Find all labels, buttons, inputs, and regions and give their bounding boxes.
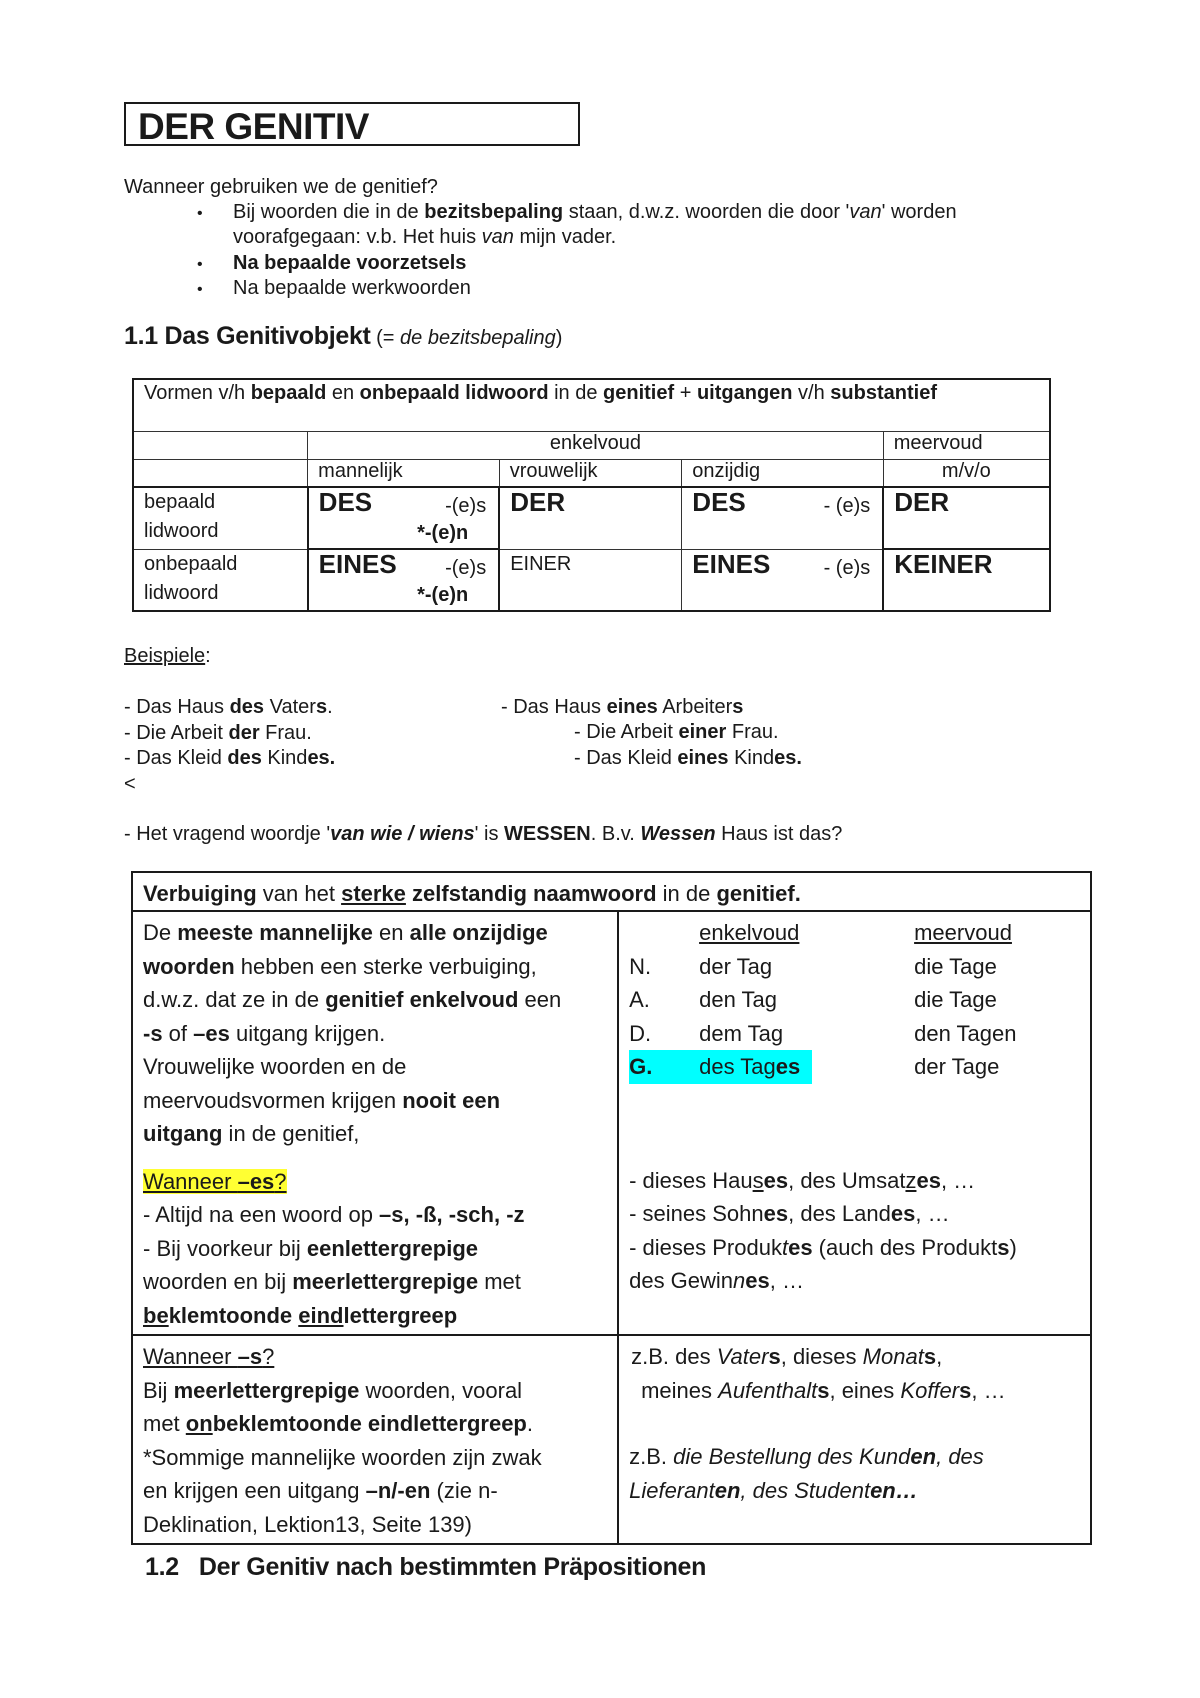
row-label: onbepaald lidwoord (133, 549, 308, 611)
bullet-icon: • (197, 205, 203, 222)
rule-cell-s: Wanneer –s? Bij meerlettergrepige woorden, vooral met onbeklemtoonde eindlettergreep. *Sommige mannelijke woorden zijn zwak en krijgen een uitgang –n/-en (zie n- Deklination, Lektion13, Seite 139) (132, 1335, 618, 1544)
cell-masc: EINES -(e)s *-(e)n (308, 549, 500, 611)
cell-neut: EINES - (e)s (682, 549, 883, 611)
section-heading-1-2: 1.2 Der Genitiv nach bestimmten Präpositionen (145, 1553, 707, 1581)
example-cell-s: z.B. des Vaters, dieses Monats, meines Aufenthalts, eines Koffers, … z.B. die Bestellung des Kunden, des Lieferanten, des Studenten… (618, 1335, 1091, 1544)
bullet-item-1: Bij woorden die in de bezitsbepaling staan, d.w.z. woorden die door 'van' worden voorafgegaan: v.b. Het huis van mijn vader. (233, 201, 957, 248)
bullet-icon: • (197, 281, 203, 298)
table-row (133, 487, 1050, 549)
section-heading-1-1: 1.1 Das Genitivobjekt (= de bezitsbepaling) (124, 322, 563, 350)
cell-neut: DES - (e)s (682, 487, 883, 549)
bullet-item-3: Na bepaalde werkwoorden (233, 277, 471, 299)
table-row (133, 549, 1050, 611)
col-vrouwelijk: vrouwelijk (499, 459, 682, 487)
table-header: Verbuiging van het sterke zelfstandig naamwoord in de genitief. (132, 872, 1091, 911)
question-s: Wanneer –s? (143, 1344, 275, 1369)
intro-question: Wanneer gebruiken we de genitief? (124, 176, 438, 198)
col-enkelvoud: enkelvoud (308, 431, 884, 459)
bullet-icon: • (197, 256, 203, 273)
rule-cell-es: De meeste mannelijke en alle onzijdige woorden hebben een sterke verbuiging, d.w.z. dat ze in de genitief enkelvoud een -s of –es uitgang krijgen. Vrouwelijke woorden en de meervoudsvormen krijgen nooit een uitgang in de genitief, Wanneer –es? - Altijd na een woord op –s, -ß, -sch, -z - Bij voorkeur bij eenlettergrepige woorden en bij meerlettergrepige met beklemtoonde eindlettergreep (132, 911, 618, 1335)
list-item: - Das Haus eines Arbeiters (501, 696, 744, 718)
table-caption: Vormen v/h bepaald en onbepaald lidwoord in de genitief + uitgangen v/h substantief (133, 379, 1050, 431)
col-onzijdig: onzijdig (682, 459, 883, 487)
declension-grid: enkelvoud meervoud N. der Tag die Tage A. den Tag die Tage D. dem Tag den Tagen G. des Tages der Tage (629, 916, 1080, 1084)
list-item: - Das Haus des Vaters. (124, 696, 333, 718)
examples-left (124, 695, 335, 797)
row-label: bepaald lidwoord (133, 487, 308, 549)
cell-fem: EINER (499, 549, 682, 611)
title-box (124, 102, 580, 146)
list-item: - Die Arbeit der Frau. (124, 721, 312, 744)
question-es: Wanneer –es? (143, 1168, 287, 1194)
cell-masc: DES -(e)s *-(e)n (308, 487, 500, 549)
col-mannelijk: mannelijk (308, 459, 500, 487)
list-item: - Das Kleid des Kindes. (124, 747, 336, 769)
cell-plural: DER (883, 487, 1050, 549)
example-cell-es: enkelvoud meervoud N. der Tag die Tage A. den Tag die Tage D. dem Tag den Tagen G. des Tages der Tage - dieses Hauses, des Umsatzes, … - seines Sohnes, des Landes, … - dieses Produktes (auch des Produkts) des Gewinnes, … (618, 911, 1091, 1335)
col-mvo: m/v/o (883, 459, 1050, 487)
cell-plural: KEINER (883, 549, 1050, 611)
examples-label: Beispiele: (124, 645, 211, 667)
stray-char: < (124, 772, 136, 795)
wessen-note: - Het vragend woordje 'van wie / wiens' is WESSEN. B.v. Wessen Haus ist das? (124, 823, 843, 845)
empty-cell (133, 459, 308, 487)
bullet-item-2: Na bepaalde voorzetsels (233, 252, 467, 274)
page-title: DER GENITIV (138, 106, 369, 147)
list-item: - Die Arbeit einer Frau. (574, 721, 779, 743)
empty-cell (133, 431, 308, 459)
declension-table (131, 871, 1092, 1545)
col-meervoud: meervoud (883, 431, 1050, 459)
list-item: - Das Kleid eines Kindes. (574, 747, 802, 769)
article-table (132, 378, 1051, 612)
cell-fem: DER (499, 487, 682, 549)
